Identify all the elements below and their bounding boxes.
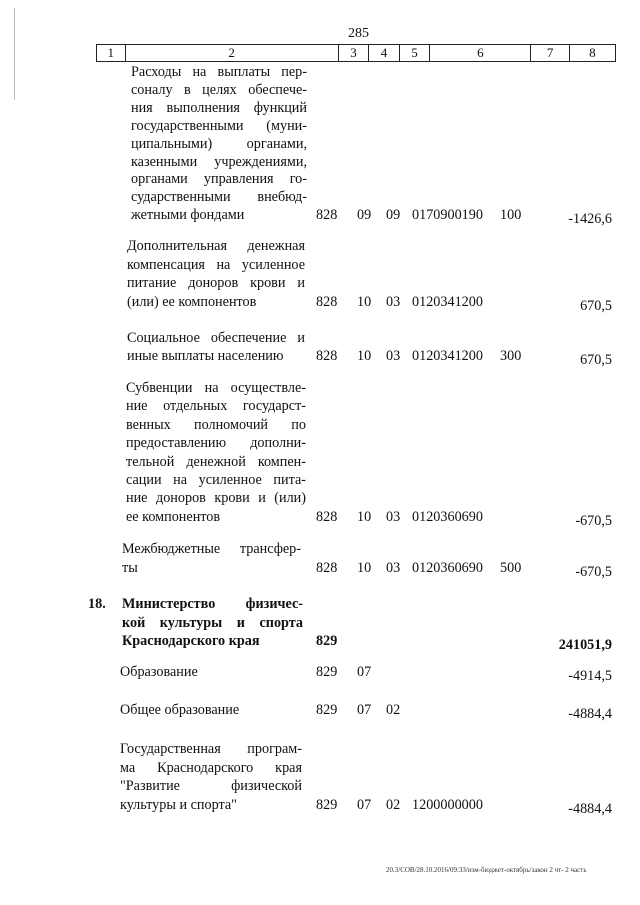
row-7-sum: -4914,5 (568, 668, 612, 684)
row-1-name-line: государственными (муни- (131, 117, 307, 134)
row-3-csr: 0120341200 (412, 348, 483, 364)
row-4-name-line: сации на усиленное пита- (126, 472, 306, 488)
header-col-2: 2 (126, 45, 339, 61)
header-col-5: 5 (400, 45, 430, 61)
row-1-csr: 0170900190 (412, 207, 483, 224)
row-4-name-line: Субвенции на осуществле- (126, 380, 306, 396)
row-4-name-line: предоставлению дополни- (126, 435, 306, 452)
row-9-rz: 07 (357, 796, 372, 813)
row-5-name-line: Межбюджетные трансфер- (122, 541, 301, 557)
row-4-name-line: венных полномочий по (126, 416, 306, 433)
row-3-name-line: иные выплаты населению (127, 348, 284, 364)
row-9-csr: 1200000000 (412, 796, 483, 813)
row-2-pr: 03 (386, 293, 401, 310)
row-2-name-line: питание доноров крови и (127, 275, 305, 291)
row-1-name-line: ния выполнения функций (131, 99, 307, 116)
row-2-name-line: (или) ее компонентов (127, 293, 257, 310)
row-6-name-line: Министерство физичес- (122, 596, 303, 612)
row-4-csr: 0120360690 (412, 508, 483, 525)
row-6-sum: 241051,9 (558, 637, 612, 654)
row-1-ved: 828 (316, 207, 338, 224)
row-2-sum: 670,5 (580, 297, 612, 314)
row-4-name-line: ние отдельных государст- (126, 398, 306, 415)
row-1-vr: 100 (500, 207, 522, 224)
row-3-rz: 10 (357, 348, 372, 364)
row-5-csr: 0120360690 (412, 560, 483, 576)
row-6-number: 18. (88, 596, 106, 612)
row-3-ved: 828 (316, 348, 338, 364)
row-9-name-line: "Развитие физической (120, 778, 302, 794)
row-4-rz: 10 (357, 508, 372, 525)
header-col-4: 4 (369, 45, 399, 61)
row-4-name-line: ее компонентов (126, 508, 221, 525)
row-1-name-line: казенными учреждениями, (131, 153, 307, 170)
row-5-name-line: ты (122, 560, 138, 576)
row-9-name-line: Государственная програм- (120, 741, 302, 757)
row-8-name-line: Общее образование (120, 702, 240, 718)
row-4-sum: -670,5 (575, 512, 612, 529)
row-9-name-line: культуры и спорта" (120, 796, 237, 813)
row-1-name-line: органами управления го- (131, 171, 307, 188)
row-5-sum: -670,5 (575, 564, 612, 580)
header-col-7: 7 (531, 45, 569, 61)
row-2-csr: 0120341200 (412, 293, 483, 310)
header-col-8: 8 (589, 45, 596, 60)
row-5-pr: 03 (386, 560, 401, 576)
row-6-ved: 829 (316, 633, 338, 650)
row-3-vr: 300 (500, 348, 522, 364)
page-number: 285 (348, 26, 369, 41)
row-4-ved: 828 (316, 508, 338, 525)
row-1-rz: 09 (357, 207, 372, 224)
row-5-ved: 828 (316, 560, 338, 576)
row-9-name-line: ма Краснодарского края (120, 759, 302, 776)
row-8-rz: 07 (357, 702, 372, 718)
row-1-name-line: Расходы на выплаты пер- (131, 64, 307, 80)
row-8-sum: -4884,4 (568, 706, 612, 722)
row-1-sum: -1426,6 (568, 211, 612, 228)
row-2-name-line: компенсация на усиленное (127, 256, 305, 273)
row-3-sum: 670,5 (580, 352, 612, 368)
row-5-rz: 10 (357, 560, 372, 576)
row-1-name-line: соналу в целях обеспече- (131, 81, 307, 98)
row-9-pr: 02 (386, 796, 401, 813)
row-1-name-line: жетными фондами (131, 207, 245, 224)
row-8-ved: 829 (316, 702, 338, 718)
row-4-pr: 03 (386, 508, 401, 525)
row-1-pr: 09 (386, 207, 401, 224)
row-1-name-line: ципальными) органами, (131, 135, 307, 152)
row-5-vr: 500 (500, 560, 522, 576)
row-9-ved: 829 (316, 796, 338, 813)
row-2-name-line: Дополнительная денежная (127, 238, 305, 254)
header-col-6: 6 (430, 45, 531, 61)
footer-path: 20.3/СОВ/28.10.2016/09:33/изм-бюджет-октябрь/закон 2 чт- 2 часть (386, 866, 587, 874)
row-2-ved: 828 (316, 293, 338, 310)
row-2-rz: 10 (357, 293, 372, 310)
row-7-ved: 829 (316, 664, 338, 680)
row-3-name-line: Социальное обеспечение и (127, 330, 305, 346)
row-3-pr: 03 (386, 348, 401, 364)
row-4-name-line: ние доноров крови и (или) (126, 490, 306, 507)
row-6-name-line: Краснодарского края (122, 633, 260, 650)
row-4-name-line: тельной денежной компен- (126, 453, 306, 470)
row-8-pr: 02 (386, 702, 401, 718)
row-7-name-line: Образование (120, 664, 198, 680)
header-col-1: 1 (97, 45, 126, 61)
row-1-name-line: сударственными внебюд- (131, 189, 307, 206)
row-9-sum: -4884,4 (568, 800, 612, 817)
row-6-name-line: кой культуры и спорта (122, 614, 303, 631)
row-7-rz: 07 (357, 664, 372, 680)
header-col-3: 3 (339, 45, 369, 61)
